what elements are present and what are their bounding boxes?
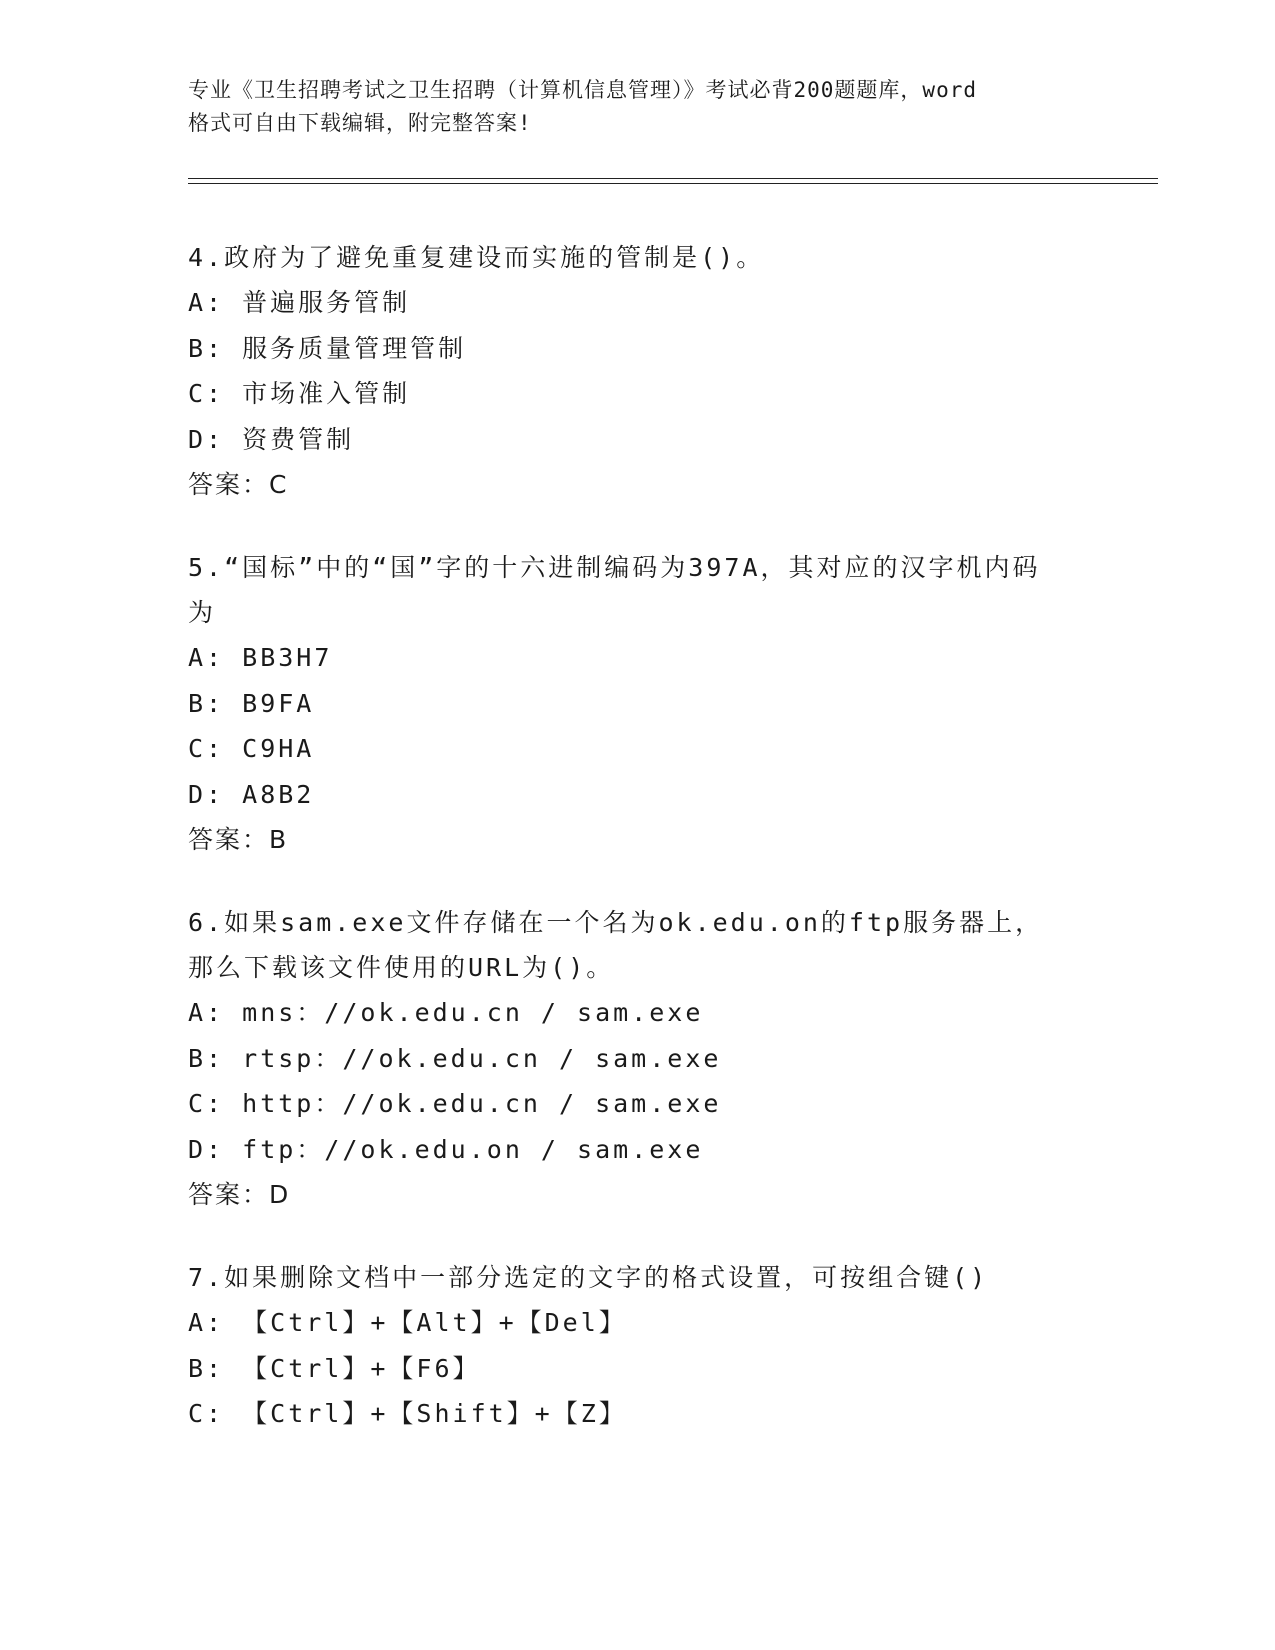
option-a: A: BB3H7	[188, 643, 333, 672]
header-divider-bottom	[188, 183, 1158, 184]
option-a: A: 【Ctrl】+【Alt】+【Del】	[188, 1308, 627, 1337]
option-a: A: 普遍服务管制	[188, 288, 411, 317]
option-c: C: 市场准入管制	[188, 379, 411, 408]
option-c: C: http：//ok.edu.cn / sam.exe	[188, 1089, 722, 1118]
option-b: B: B9FA	[188, 688, 315, 718]
question-stem: 7.如果删除文档中一部分选定的文字的格式设置，可按组合键()	[188, 1263, 989, 1292]
question-stem: 4.政府为了避免重复建设而实施的管制是()。	[188, 243, 765, 272]
answer-label: 答案：C	[188, 470, 289, 499]
option-a: A: mns：//ok.edu.cn / sam.exe	[188, 998, 704, 1027]
header-line-2: 格式可自由下载编辑，附完整答案!	[188, 111, 532, 135]
option-d: D: ftp：//ok.edu.on / sam.exe	[188, 1134, 704, 1164]
question-7	[188, 1255, 1068, 1437]
option-c: C: 【Ctrl】+【Shift】+【Z】	[188, 1399, 627, 1428]
option-b: B: 服务质量管理管制	[188, 333, 467, 363]
question-stem: 6.如果sam.exe文件存储在一个名为ok.edu.on的ftp服务器上，那么下载该文件使用的URL为()。	[188, 908, 1044, 982]
option-c: C: C9HA	[188, 734, 315, 763]
option-b: B: rtsp：//ok.edu.cn / sam.exe	[188, 1043, 722, 1073]
option-d: D: 资费管制	[188, 424, 355, 454]
answer-label: 答案：D	[188, 1180, 291, 1209]
question-stem: 5.“国标”中的“国”字的十六进制编码为397A，其对应的汉字机内码为	[188, 553, 1041, 627]
header-line-1: 专业《卫生招聘考试之卫生招聘（计算机信息管理）》考试必背200题题库，word	[188, 78, 977, 102]
header-divider-top	[188, 178, 1158, 179]
question-list	[188, 235, 1068, 1475]
question-4	[188, 235, 1068, 507]
question-5	[188, 545, 1068, 862]
question-6	[188, 900, 1068, 1217]
option-b: B: 【Ctrl】+【F6】	[188, 1353, 481, 1383]
document-header	[188, 74, 1088, 140]
answer-label: 答案：B	[188, 825, 289, 854]
option-d: D: A8B2	[188, 779, 315, 809]
